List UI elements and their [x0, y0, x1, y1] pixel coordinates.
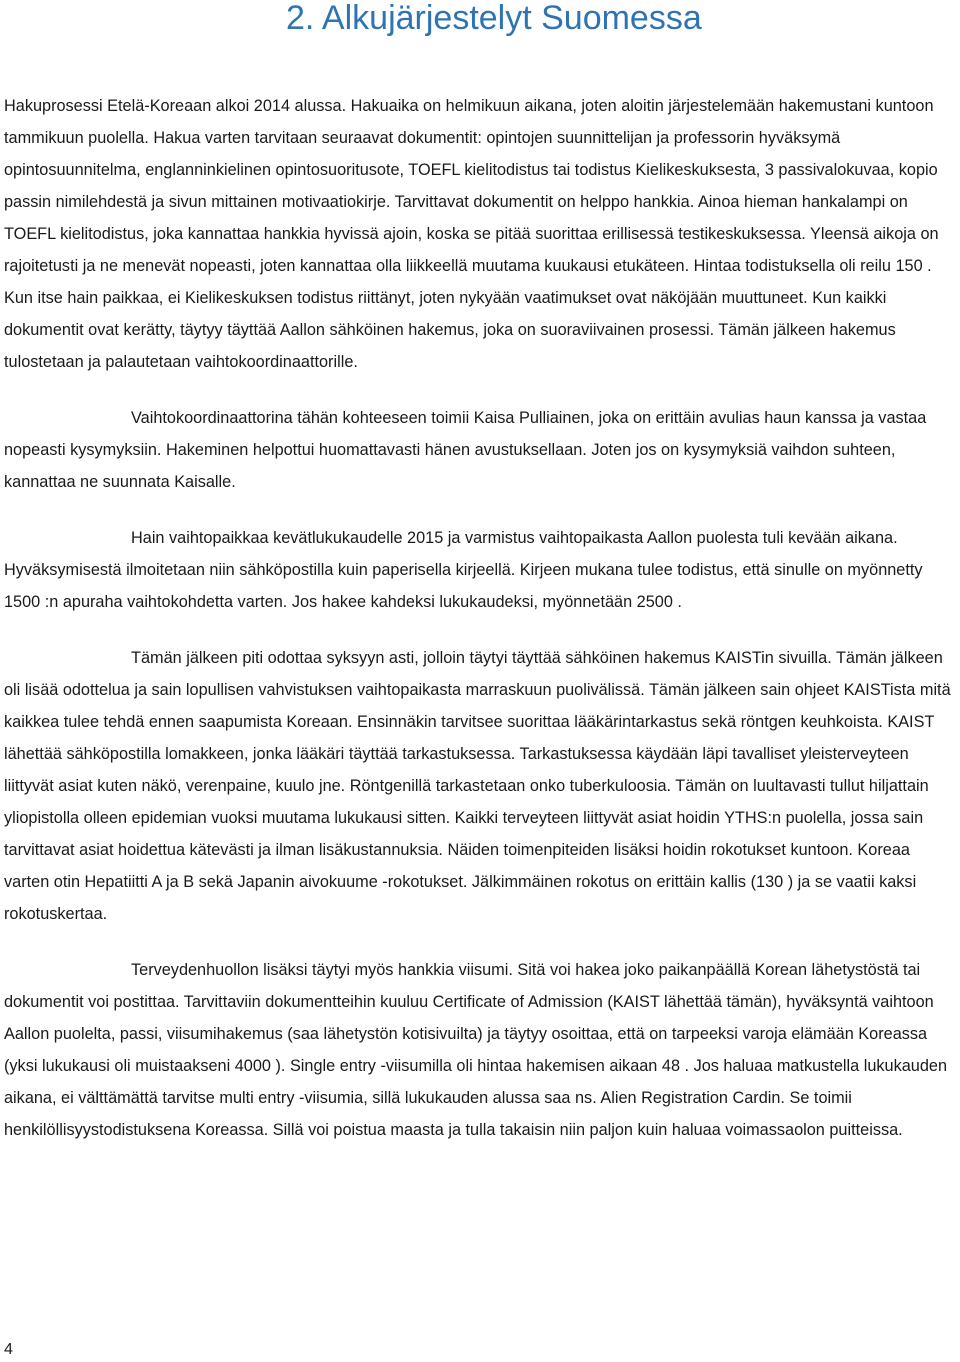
paragraph-visa: Terveydenhuollon lisäksi täytyi myös hankkia viisumi. Sitä voi hakea joko paikanpäällä Korean lähetystöstä tai dokumentit voi postittaa. Tarvittaviin dokumentteihin kuuluu Certificate of Admission (KAIST lähettää tämän), hyväksyntä vaihtoon Aallon puolelta, passi, viisumihakemus (saa lähetystön kotisivuilta) ja täytyy osoittaa, että on tarpeeksi varoja elämään Koreassa (yksi lukukausi oli muistaakseni 4000 ). Single entry -viisumilla oli hintaa hakemisen aikaan 48 . Jos haluaa matkustella lukukauden aikana, ei välttämättä tarvitse multi entry -viisumia, sillä lukukauden alussa saa ns. Alien Registration Cardin. Se toimii henkilöllisyystodistuksena Koreassa. Sillä voi poistua maasta ja tulla takaisin niin paljon kuin haluaa voimassaolon puitteissa. — [4, 961, 947, 1139]
paragraph-exchange-confirmation: Hain vaihtopaikkaa kevätlukukaudelle 2015 ja varmistus vaihtopaikasta Aallon puolesta tuli kevään aikana. Hyväksymisestä ilmoitetaan niin sähköpostilla kuin paperisella kirjeellä. Kirjeen mukana tulee todistus, että sinulle on myönnetty 1500 :n apuraha vaihtokohdetta varten. Jos hakee kahdeksi lukukaudeksi, myönnetään 2500 . — [4, 529, 923, 611]
section-heading: 2. Alkujärjestelyt Suomessa — [286, 0, 702, 37]
paragraph-exchange-coordinator: Vaihtokoordinaattorina tähän kohteeseen toimii Kaisa Pulliainen, joka on erittäin avulias haun kanssa ja vastaa nopeasti kysymyksiin. Hakeminen helpottui huomattavasti hänen avustuksellaan. Joten jos on kysymyksiä vaihdon suhteen, kannattaa ne suunnata Kaisalle. — [4, 409, 927, 491]
paragraph-application-process: Hakuprosessi Etelä-Koreaan alkoi 2014 alussa. Hakuaika on helmikuun aikana, joten aloitin järjestelemään hakemustani kuntoon tammikuun puolella. Hakua varten tarvitaan seuraavat dokumentit: opintojen suunnittelijan ja professorin hyväksymä opintosuunnitelma, englanninkielinen opintosuoritusote, TOEFL kielitodistus tai todistus Kielikeskuksesta, 3 passivalokuvaa, kopio passin nimilehdestä ja sivun mittainen motivaatiokirje. Tarvittavat dokumentit on helppo hankkia. Ainoa hieman hankalampi on TOEFL kielitodistus, joka kannattaa hankkia hyvissä ajoin, koska se pitää suorittaa erillisessä testikeskuksessa. Yleensä aikoja on rajoitetusti ja ne menevät nopeasti, joten kannattaa olla liikkeellä muutama kuukausi etukäteen. Hintaa todistuksella oli reilu 150 . Kun itse hain paikkaa, ei Kielikeskuksen todistus riittänyt, joten nykyään vaatimukset ovat näköjään muuttuneet. Kun kaikki dokumentit ovat kerätty, täytyy täyttää Aallon sähköinen hakemus, joka on suoraviivainen prosessi. Tämän jälkeen hakemus tulostetaan ja palautetaan vaihtokoordinaattorille. — [4, 97, 939, 371]
paragraph-health-check: Tämän jälkeen piti odottaa syksyyn asti, jolloin täytyi täyttää sähköinen hakemus KAISTin sivuilla. Tämän jälkeen oli lisää odottelua ja sain lopullisen vahvistuksen vaihtopaikasta marraskuun puolivälissä. Tämän jälkeen sain ohjeet KAISTista mitä kaikkea tulee tehdä ennen saapumista Koreaan. Ensinnäkin tarvitsee suorittaa lääkärintarkastus sekä röntgen keuhkoista. KAIST lähettää sähköpostilla lomakkeen, jonka lääkäri täyttää tarkastuksessa. Tarkastuksessa käydään läpi tavalliset yleisterveyteen liittyvät asiat kuten näkö, verenpaine, kuulo jne. Röntgenillä tarkastetaan onko tuberkuloosia. Tämän on luultavasti tullut hiljattain yliopistolla olleen epidemian vuoksi muutama lukukausi sitten. Kaikki terveyteen liittyvät asiat hoidin YTHS:n puolella, jossa sain tarvittavat asiat hoidettua kätevästi ja ilman lisäkustannuksia. Näiden toimenpiteiden lisäksi hoidin rokotukset kuntoon. Koreaa varten otin Hepatiitti A ja B sekä Japanin aivokuume -rokotukset. Jälkimmäinen rokotus on erittäin kallis (130 ) ja se vaatii kaksi rokotuskertaa. — [4, 649, 951, 923]
page-number: 4 — [4, 1341, 13, 1358]
body-text — [4, 90, 956, 1146]
